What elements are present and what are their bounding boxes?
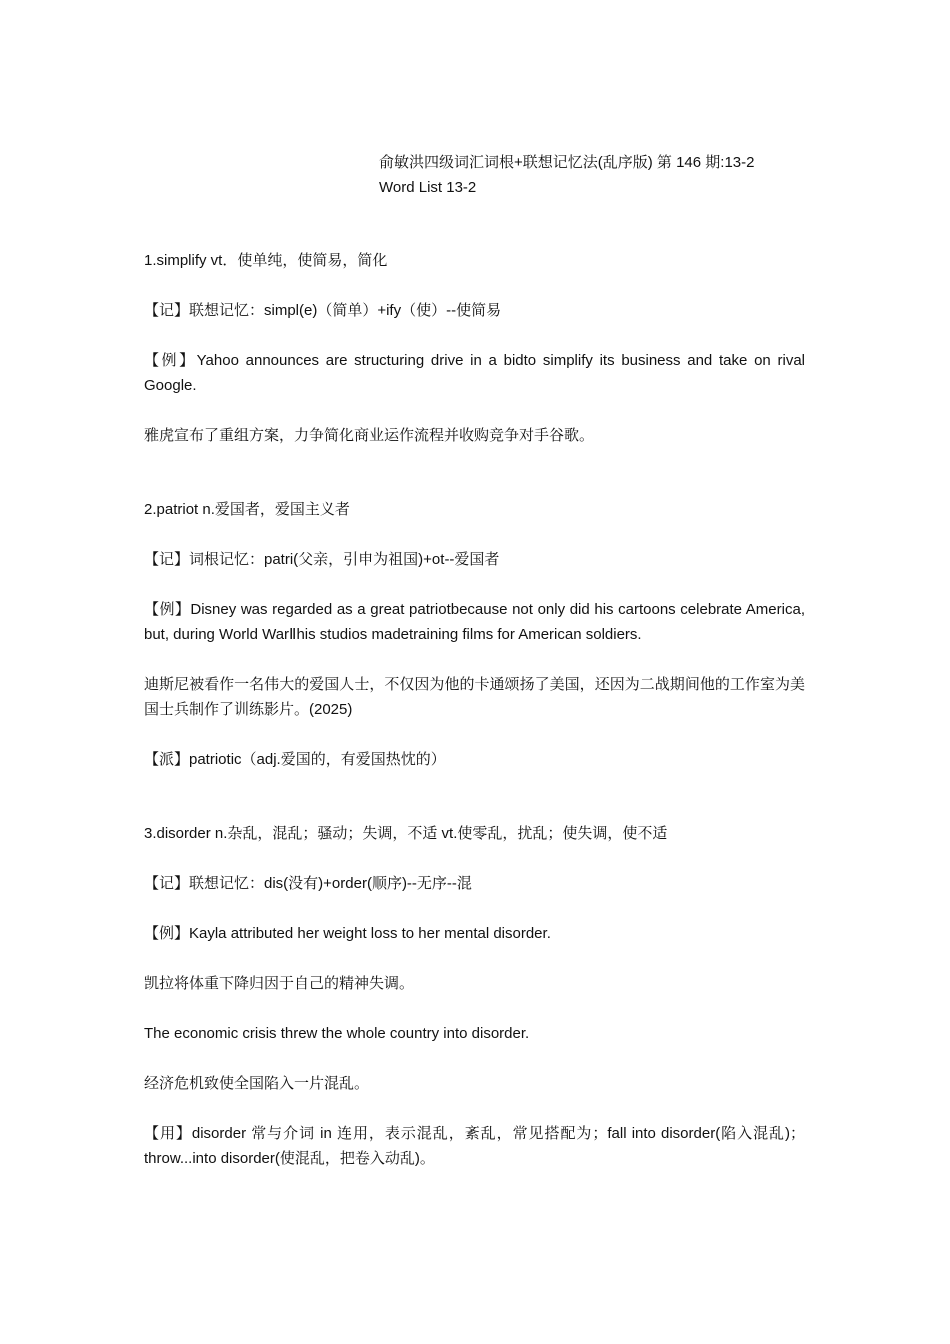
document-title: 俞敏洪四级词汇词根+联想记忆法(乱序版) 第 146 期:13-2 [379,154,755,171]
entry-example-english: 【例】Disney was regarded as a great patriotbecause not only did his cartoons celebrate America, but, during World WarⅡhis studios madetraining films for American soldiers. [144,601,805,643]
entry-usage-note: 【用】disorder 常与介词 in 连用，表示混乱，紊乱，常见搭配为；fall into disorder(陷入混乱)；throw...into disorder(使混乱，把卷入动乱)。 [144,1125,805,1167]
entry-example-chinese: 迪斯尼被看作一名伟大的爱国人士，不仅因为他的卡通颂扬了美国，还因为二战期间他的工作室为美国士兵制作了训练影片。(2025) [144,676,805,718]
entry-memory-note: 【记】联想记忆：simpl(e)（简单）+ify（使）--使简易 [144,302,502,319]
entry-divider-space [144,473,805,497]
document-header [379,150,899,200]
entry-memory-note: 【记】联想记忆：dis(没有)+order(顺序)--无序--混 [144,875,472,892]
entry-example-english: The economic crisis threw the whole country into disorder. [144,1025,530,1042]
entry-example-chinese: 凯拉将体重下降归因于自己的精神失调。 [144,975,415,992]
document-body [144,248,805,1196]
entry-example-chinese: 经济危机致使全国陷入一片混乱。 [144,1075,370,1092]
word-list-label: Word List 13-2 [379,179,477,196]
entry-example-chinese: 雅虎宣布了重组方案，力争简化商业运作流程并收购竞争对手谷歌。 [144,427,595,444]
entry-headword: 1.simplify vt．使单纯，使简易，简化 [144,252,388,269]
entry-derivative: 【派】patriotic（adj.爱国的，有爱国热忱的） [144,751,446,768]
entry-divider-space [144,797,805,821]
entry-headword: 3.disorder n.杂乱，混乱；骚动；失调，不适 vt.使零乱，扰乱；使失调，使不适 [144,825,668,842]
entry-example-english: 【例】Kayla attributed her weight loss to her mental disorder. [144,925,551,942]
entry-memory-note: 【记】词根记忆：patri(父亲，引申为祖国)+ot--爱国者 [144,551,500,568]
entry-headword: 2.patriot n.爱国者，爱国主义者 [144,501,350,518]
entry-example-english: 【例】Yahoo announces are structuring drive in a bidto simplify its business and take on rival Google. [144,352,805,394]
